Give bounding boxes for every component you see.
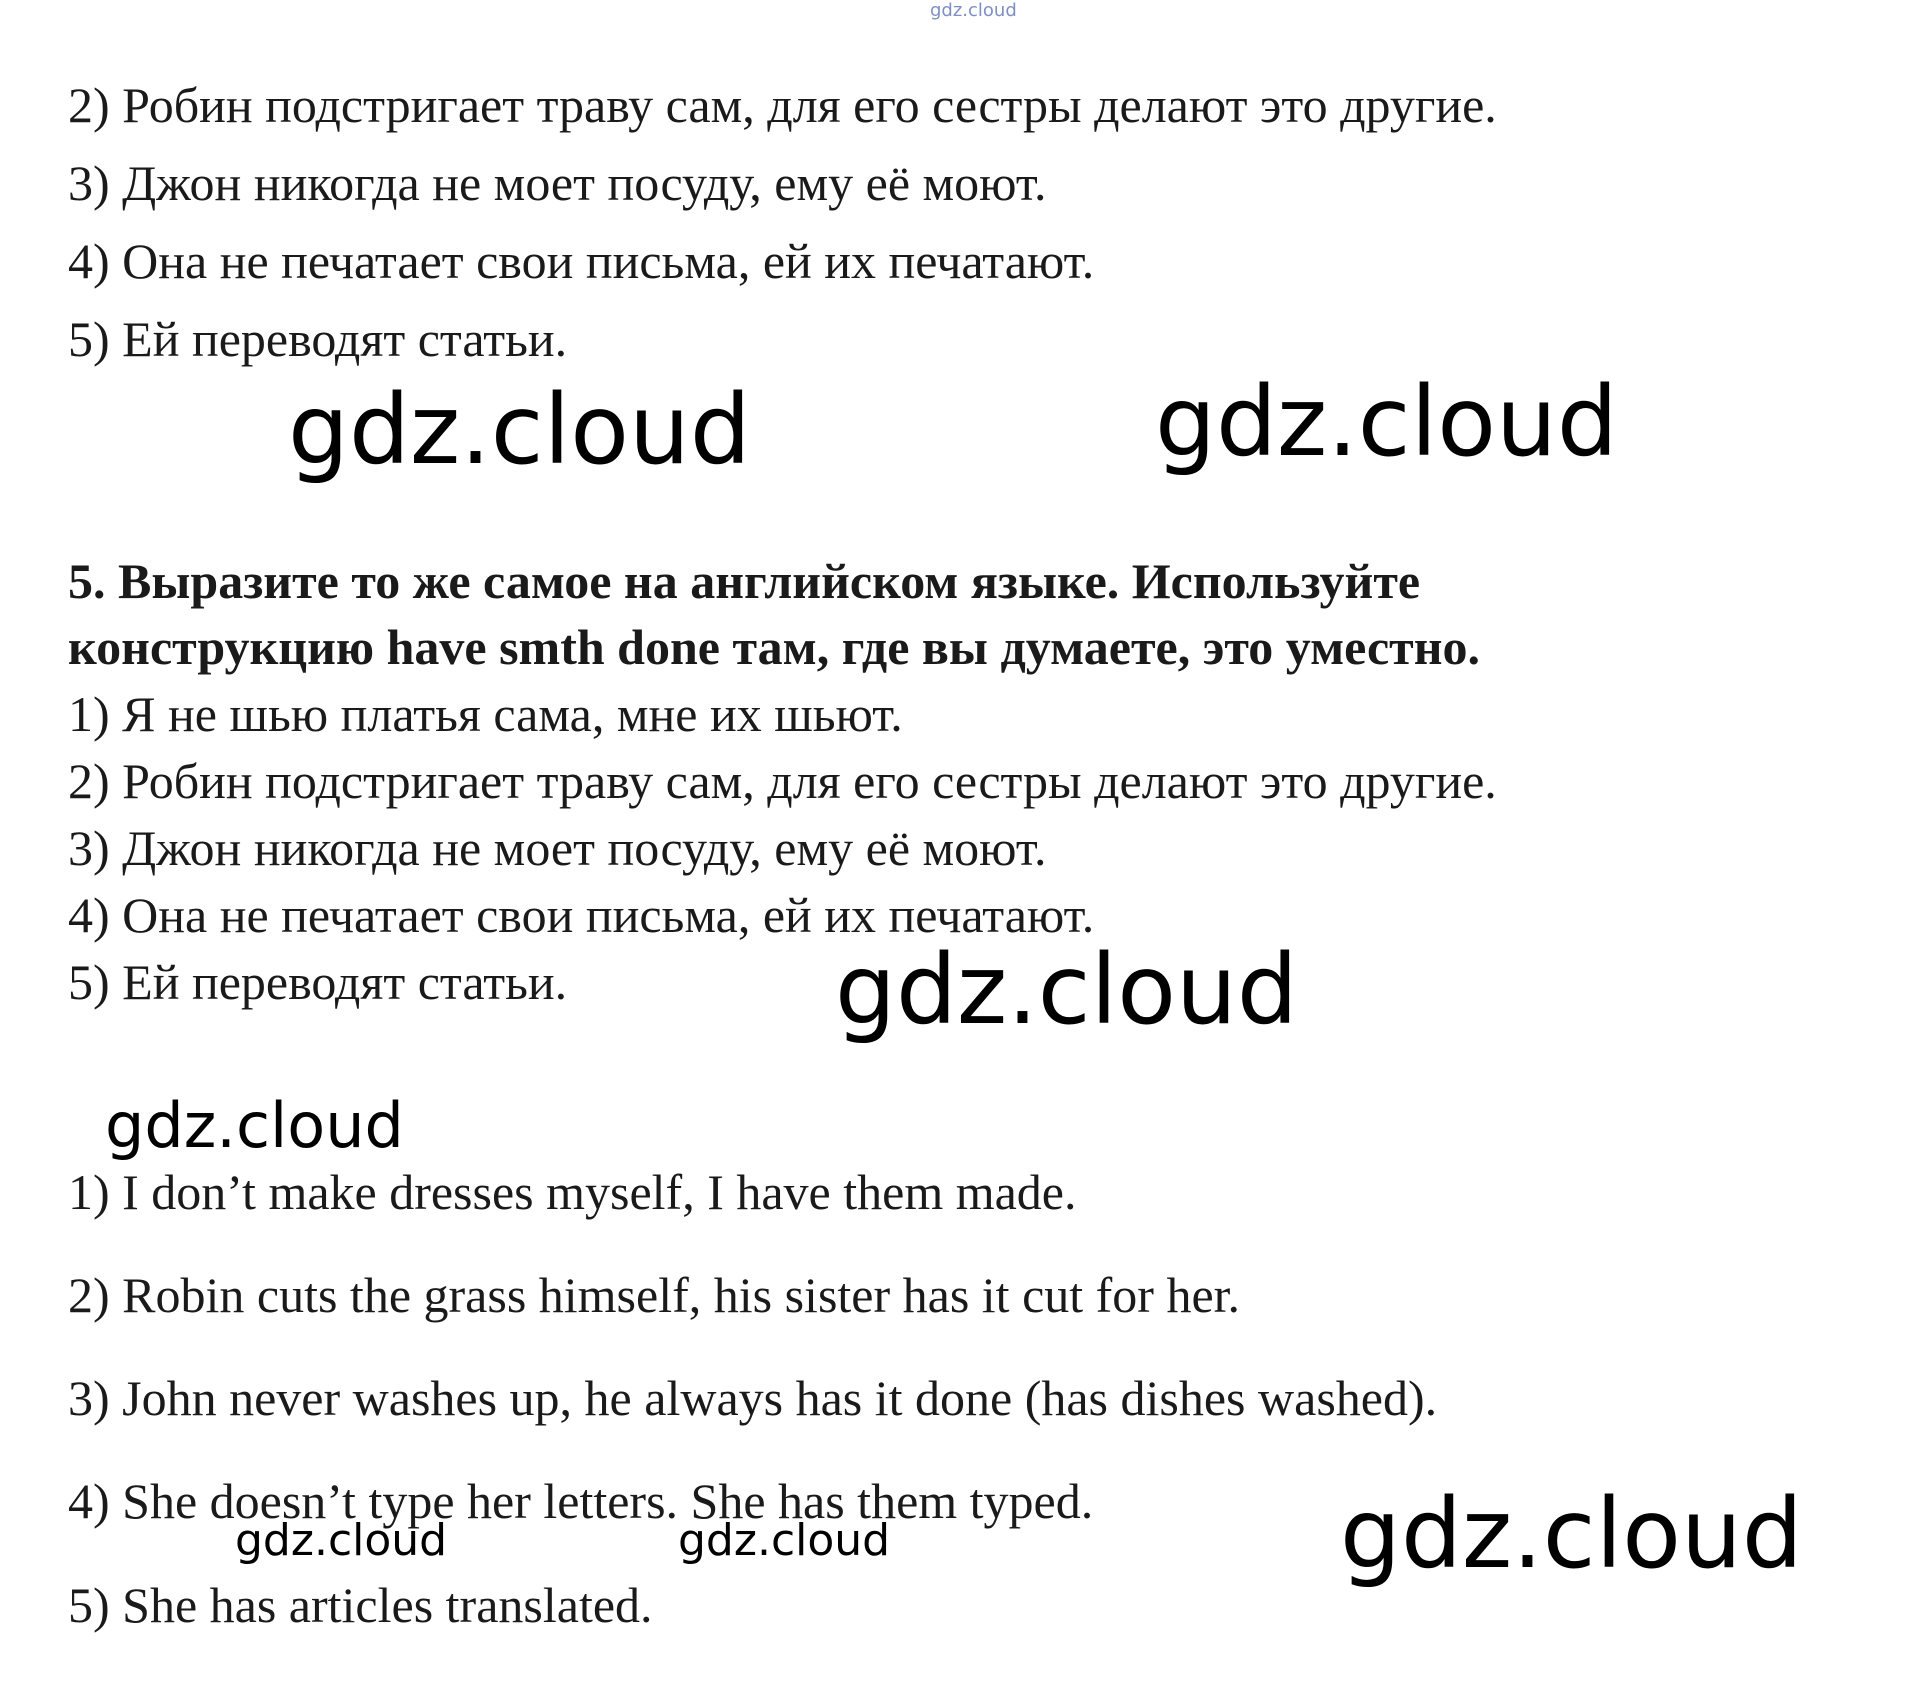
- watermark: gdz.cloud: [835, 934, 1298, 1046]
- watermark: gdz.cloud: [1340, 1478, 1803, 1590]
- answer-item: 3) John never washes up, he always has it done (has dishes washed).: [68, 1370, 1438, 1426]
- watermark: gdz.cloud: [288, 374, 751, 486]
- watermark-top-small: gdz.cloud: [930, 0, 1017, 21]
- list-item: 5) Ей переводят статьи.: [68, 311, 568, 367]
- exercise-title-line2: конструкцию have smth done там, где вы думаете, это уместно.: [68, 619, 1481, 675]
- list-item: 4) Она не печатает свои письма, ей их печатают.: [68, 887, 1095, 943]
- watermark: gdz.cloud: [678, 1515, 891, 1566]
- list-item: 4) Она не печатает свои письма, ей их печатают.: [68, 233, 1095, 289]
- exercise-title-line1: 5. Выразите то же самое на английском языке. Используйте: [68, 553, 1421, 609]
- answer-item: 2) Robin cuts the grass himself, his sister has it cut for her.: [68, 1267, 1241, 1323]
- answer-item: 5) She has articles translated.: [68, 1577, 653, 1633]
- list-item: 3) Джон никогда не моет посуду, ему её моют.: [68, 155, 1047, 211]
- list-item: 3) Джон никогда не моет посуду, ему её моют.: [68, 820, 1047, 876]
- answer-item: 1) I don’t make dresses myself, I have them made.: [68, 1164, 1077, 1220]
- list-item: 2) Робин подстригает траву сам, для его сестры делают это другие.: [68, 77, 1497, 133]
- list-item: 5) Ей переводят статьи.: [68, 954, 568, 1010]
- watermark: gdz.cloud: [1155, 366, 1618, 478]
- answer-item: 4) She doesn’t type her letters. She has them typed.: [68, 1473, 1094, 1529]
- list-item: 1) Я не шью платья сама, мне их шьют.: [68, 686, 903, 742]
- list-item: 2) Робин подстригает траву сам, для его сестры делают это другие.: [68, 753, 1497, 809]
- watermark: gdz.cloud: [235, 1515, 448, 1566]
- watermark: gdz.cloud: [105, 1089, 404, 1162]
